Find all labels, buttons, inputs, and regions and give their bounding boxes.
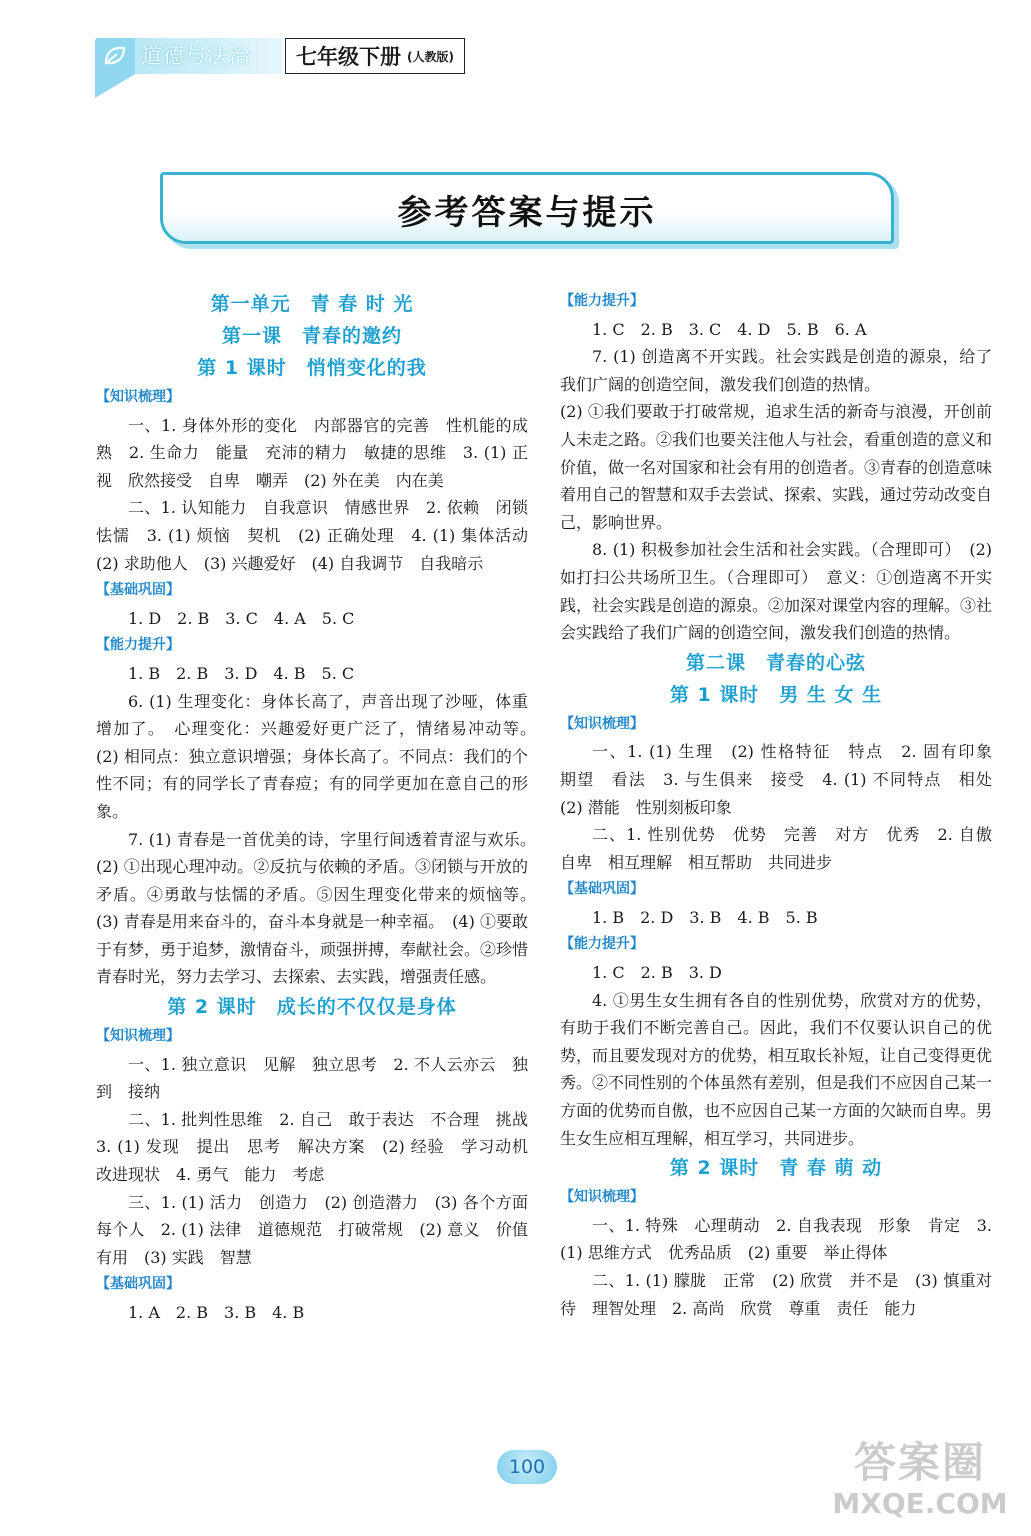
section-tag: 【基础巩固】	[96, 582, 180, 599]
page-title: 参考答案与提示	[397, 193, 657, 233]
answer-paragraph: 6. (1) 生理变化：身体长高了，声音出现了沙哑，体重增加了。 心理变化：兴趣爱好更广泛了，情绪易冲动等。 (2) 相同点：独立意识增强；身体长高了。不同点：我们的个性不同；有的同学长了青春痘；有的同学更加在意自己的形象。	[96, 691, 545, 821]
answer-paragraph: 7. (1) 青春是一首优美的诗，字里行间透着青涩与欢乐。 (2) ①出现心理冲动。②反抗与依赖的矛盾。③闭锁与开放的矛盾。④勇敢与怯懦的矛盾。⑤因生理变化带来的烦恼等。 (3) 青春是用来奋斗的，奋斗本身就是一种幸福。 (4) ①要敢于有梦，勇于追梦，激情奋斗，顽强拼搏，奉献社会。②珍惜青春时光，努力去学习、去探索、去实践，增强责任感。	[96, 829, 545, 987]
lesson-heading: 第一课 青春的邀约	[221, 325, 402, 347]
answer-paragraph: 7. (1) 创造离不开实践。社会实践是创造的源泉，给了我们广阔的创造空间，激发我们创造的热情。	[560, 347, 992, 394]
period-heading: 第 1 课时 悄悄变化的我	[197, 357, 427, 379]
unit-heading: 第一单元 青 春 时 光	[210, 293, 414, 315]
page-number: 100	[497, 1450, 557, 1484]
period-heading: 第 2 课时 成长的不仅仅是身体	[167, 996, 457, 1019]
answer-line: 1. C 2. B 3. D	[592, 963, 722, 983]
period-heading: 第 2 课时 青 春 萌 动	[669, 1157, 883, 1180]
answer-line: 1. D 2. B 3. C 4. A 5. C	[128, 608, 355, 628]
left-column	[96, 288, 545, 1327]
section-tag: 【能力提升】	[560, 936, 644, 953]
section-tag: 【知识梳理】	[96, 389, 180, 405]
section-tag: 【知识梳理】	[560, 715, 644, 732]
answer-line: 1. A 2. B 3. B 4. B	[128, 1303, 305, 1322]
grade-label: 七年级下册	[296, 45, 401, 69]
watermark-url: MXQE.COM	[832, 1487, 1008, 1520]
section-tag: 【知识梳理】	[96, 1028, 180, 1045]
answer-paragraph: 二、1. 认知能力 自我意识 情感世界 2. 依赖 闭锁 怯懦 3. (1) 烦恼 契机 (2) 正确处理 4. (1) 集体活动 (2) 求助他人 (3) 兴趣爱好 (4) 自我调节 自我暗示	[96, 498, 545, 573]
watermark	[820, 1438, 1020, 1520]
answer-paragraph: 8. (1) 积极参加社会生活和社会实践。（合理即可） (2) 如打扫公共场所卫生。（合理即可） 意义：①创造离不开实践，社会实践是创造的源泉。②加深对课堂内容的理解。③社会实践给了我们广阔的创造空间，激发我们创造的热情。	[560, 540, 993, 643]
answer-paragraph: 一、1. 独立意识 见解 独立思考 2. 不人云亦云 独到 接纳	[96, 1054, 528, 1102]
answer-paragraph: 一、1. 身体外形的变化 内部器官的完善 性机能的成熟 2. 生命力 能量 充沛的精力 敏捷的思维 3. (1) 正视 欣然接受 自卑 嘲弄 (2) 外在美 内在美	[96, 415, 528, 490]
grade-box	[285, 38, 465, 74]
answer-paragraph: 4. ①男生女生拥有各自的性别优势，欣赏对方的优势，有助于我们不断完善自己。因此，我们不仅要认识自己的优势，而且要发现对方的优势，相互取长补短，让自己变得更优秀。②不同性别的个体虽然有差别，但是我们不应因自己某一方面的优势而自傲，也不应因自己某一方面的欠缺而自卑。男生女生应相互理解，相互学习，共同进步。	[560, 990, 993, 1148]
period-heading: 第 1 课时 男 生 女 生	[669, 683, 883, 706]
answer-line: 1. B 2. B 3. D 4. B 5. C	[128, 663, 355, 683]
answer-paragraph: (2) ①我们要敢于打破常规，追求生活的新奇与浪漫，开创前人未走之路。②我们也要关注他人与社会，看重创造的意义和价值，做一名对国家和社会有用的创造者。③青春的创造意味着用自己的智慧和双手去尝试、探索、实践，通过劳动改变自己，影响世界。	[560, 402, 993, 532]
book-header	[95, 38, 465, 74]
answer-paragraph: 一、1. 特殊 心理萌动 2. 自我表现 形象 肯定 3. (1) 思维方式 优秀品质 (2) 重要 举止得体	[560, 1215, 992, 1263]
answer-paragraph: 一、1. (1) 生理 (2) 性格特征 特点 2. 固有印象 期望 看法 3. 与生俱来 接受 4. (1) 不同特点 相处 (2) 潜能 性别刻板印象	[560, 742, 1009, 817]
answer-paragraph: 二、1. 性别优势 优势 完善 对方 优秀 2. 自傲 自卑 相互理解 相互帮助 共同进步	[560, 825, 1009, 872]
answer-line: 1. B 2. D 3. B 4. B 5. B	[592, 907, 818, 927]
watermark-text: 答案圈	[853, 1438, 986, 1487]
section-tag: 【能力提升】	[96, 637, 180, 654]
edition-label: (人教版)	[407, 49, 454, 64]
answer-paragraph: 三、1. (1) 活力 创造力 (2) 创造潜力 (3) 各个方面 每个人 2. (1) 法律 道德规范 打破常规 (2) 意义 价值 有用 (3) 实践 智慧	[96, 1192, 545, 1267]
right-column	[560, 288, 1009, 1322]
section-tag: 【知识梳理】	[560, 1189, 644, 1206]
answer-paragraph: 二、1. (1) 朦胧 正常 (2) 欣赏 并不是 (3) 慎重对待 理智处理 2. 高尚 欣赏 尊重 责任 能力	[560, 1271, 992, 1318]
leaf-icon	[95, 38, 135, 74]
answer-line: 1. C 2. B 3. C 4. D 5. B 6. A	[592, 319, 867, 339]
section-tag: 【基础巩固】	[560, 881, 644, 898]
section-tag: 【能力提升】	[560, 293, 644, 309]
lesson-heading: 第二课 青春的心弦	[685, 651, 866, 674]
title-banner	[160, 172, 894, 244]
answer-paragraph: 二、1. 批判性思维 2. 自己 敢于表达 不合理 挑战 3. (1) 发现 提出 思考 解决方案 (2) 经验 学习动机 改进现状 4. 勇气 能力 考虑	[96, 1109, 545, 1185]
section-tag: 【基础巩固】	[96, 1276, 180, 1293]
header-tab-decoration	[95, 74, 135, 98]
subject-label: 道德与法治	[135, 38, 283, 74]
